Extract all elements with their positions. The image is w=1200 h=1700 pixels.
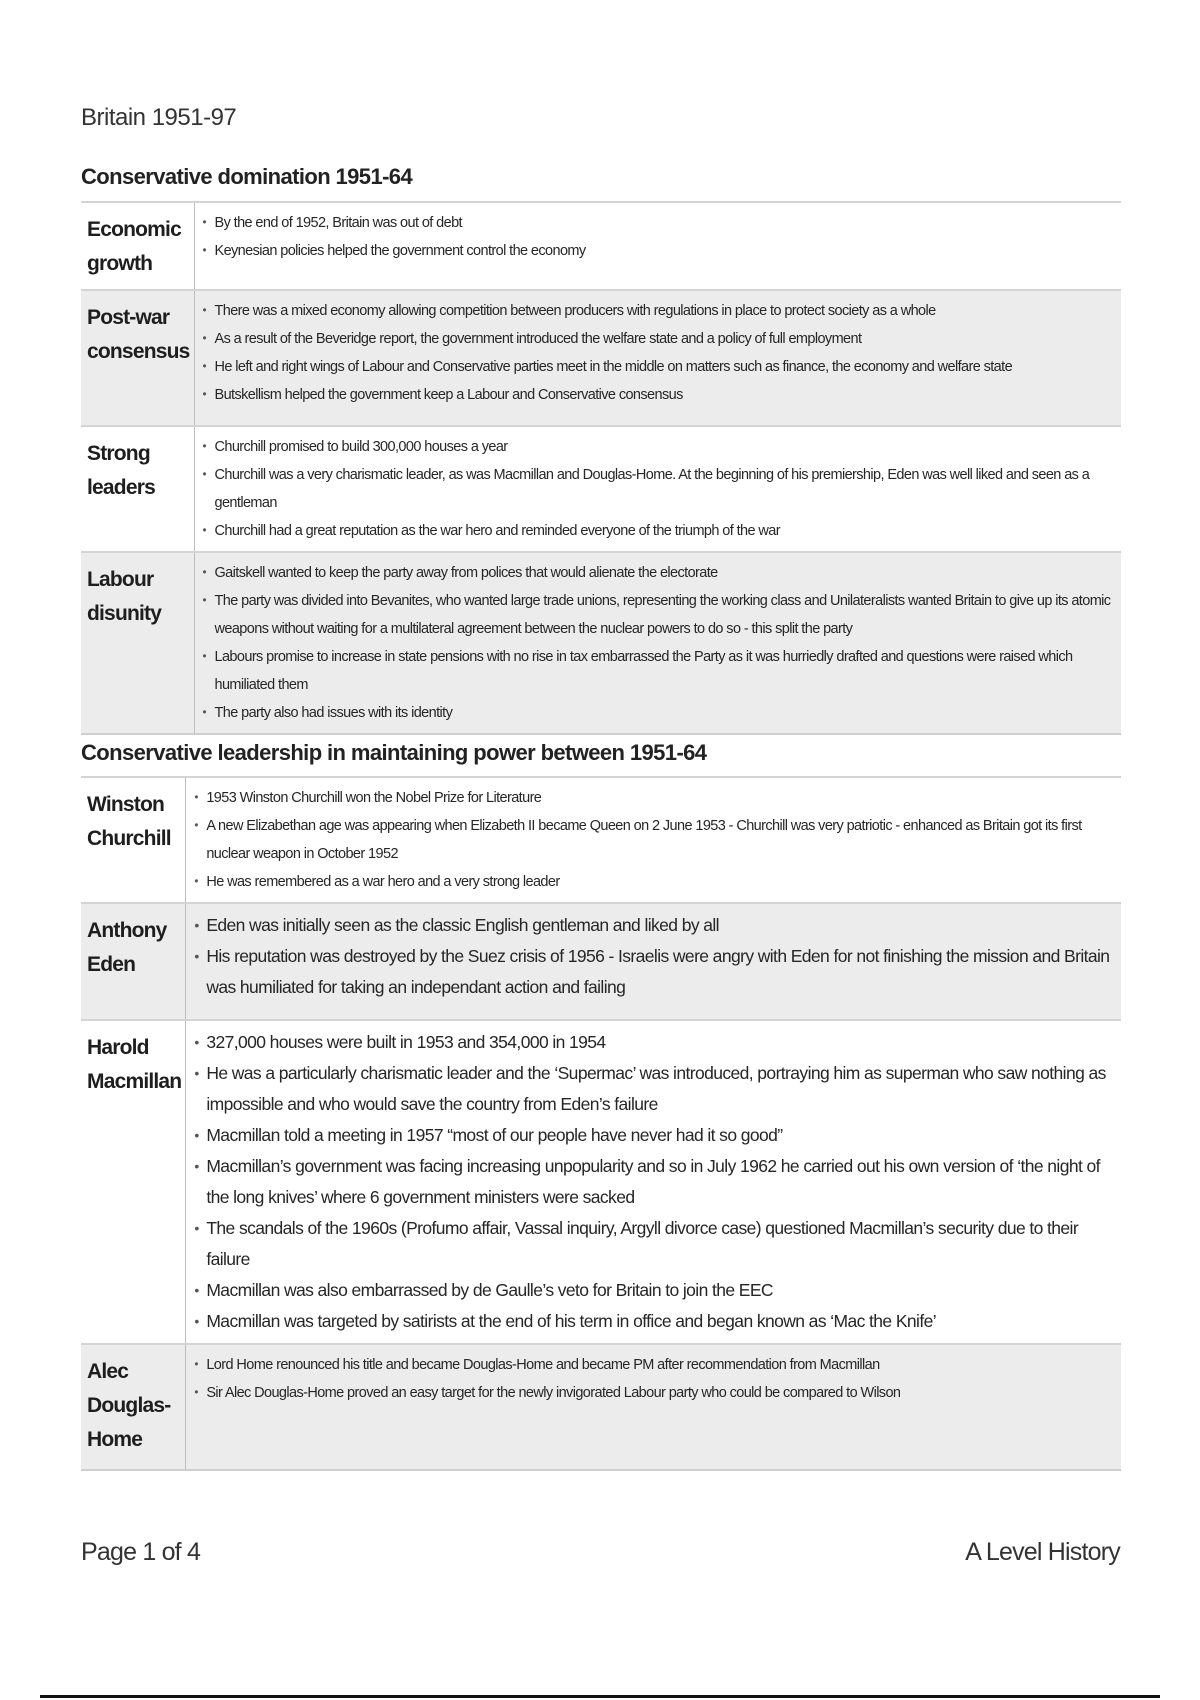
section-heading-domination: Conservative domination 1951-64 <box>81 164 413 189</box>
bullet-point: • A new Elizabethan age was appearing when Elizabeth II became Queen on 2 June 1953 - Churchill was very patriotic - enhanced as Britain got its first nuclear weapon in October 1952 <box>192 812 1113 868</box>
table-row <box>81 552 1121 734</box>
row-points <box>194 202 1121 290</box>
row-topic: Alec Douglas-Home <box>81 1344 186 1470</box>
bullet-point: • Eden was initially seen as the classic English gentleman and liked by all <box>192 910 1113 941</box>
bullet-list <box>201 297 1114 409</box>
row-points <box>194 426 1121 552</box>
row-points <box>186 903 1121 1020</box>
course-label: A Level History <box>965 1538 1120 1566</box>
table-conservative-domination <box>81 201 1121 735</box>
bullet-point: • Macmillan told a meeting in 1957 “most of our people have never had it so good” <box>192 1120 1113 1151</box>
bullet-point: • He left and right wings of Labour and Conservative parties meet in the middle on matters such as finance, the economy and welfare state <box>201 353 1114 381</box>
bullet-point: • Butskellism helped the government keep a Labour and Conservative consensus <box>201 381 1114 409</box>
table-row <box>81 1344 1121 1470</box>
bullet-point: • The party also had issues with its identity <box>201 699 1114 727</box>
bullet-point: • His reputation was destroyed by the Suez crisis of 1956 - Israelis were angry with Eden for not finishing the mission and Britain was humiliated for taking an independant action and failing <box>192 941 1113 1003</box>
row-points <box>194 290 1121 426</box>
bullet-point: • By the end of 1952, Britain was out of debt <box>201 209 1114 237</box>
row-topic: Post-war consensus <box>81 290 194 426</box>
bullet-list <box>192 1027 1113 1337</box>
row-topic: Harold Macmillan <box>81 1020 186 1344</box>
bullet-point: • Sir Alec Douglas-Home proved an easy target for the newly invigorated Labour party who could be compared to Wilson <box>192 1379 1113 1407</box>
bullet-point: • 1953 Winston Churchill won the Nobel Prize for Literature <box>192 784 1113 812</box>
row-points <box>186 1344 1121 1470</box>
row-topic: Economic growth <box>81 202 194 290</box>
row-topic: Labour disunity <box>81 552 194 734</box>
bullet-point: • Gaitskell wanted to keep the party away from polices that would alienate the electorate <box>201 559 1114 587</box>
bullet-point: • Churchill had a great reputation as the war hero and reminded everyone of the triumph of the war <box>201 517 1114 545</box>
bullet-point: • 327,000 houses were built in 1953 and 354,000 in 1954 <box>192 1027 1113 1058</box>
bullet-point: • Churchill promised to build 300,000 houses a year <box>201 433 1114 461</box>
bullet-point: • As a result of the Beveridge report, the government introduced the welfare state and a policy of full employment <box>201 325 1114 353</box>
section-heading-leadership: Conservative leadership in maintaining power between 1951-64 <box>81 740 707 765</box>
bullet-point: • Labours promise to increase in state pensions with no rise in tax embarrassed the Party as it was hurriedly drafted and questions were raised which humiliated them <box>201 643 1114 699</box>
table-row <box>81 290 1121 426</box>
row-topic: Anthony Eden <box>81 903 186 1020</box>
bullet-point: • The scandals of the 1960s (Profumo affair, Vassal inquiry, Argyll divorce case) questioned Macmillan’s security due to their failure <box>192 1213 1113 1275</box>
bullet-point: • Keynesian policies helped the government control the economy <box>201 237 1114 265</box>
bottom-divider <box>40 1695 1160 1698</box>
bullet-point: • Churchill was a very charismatic leader, as was Macmillan and Douglas-Home. At the beginning of his premiership, Eden was well liked and seen as a gentleman <box>201 461 1114 517</box>
table-row <box>81 903 1121 1020</box>
table-row <box>81 777 1121 903</box>
page-number: Page 1 of 4 <box>81 1538 201 1566</box>
bullet-list <box>192 784 1113 896</box>
bullet-point: • He was a particularly charismatic leader and the ‘Supermac’ was introduced, portraying him as superman who saw nothing as impossible and who would save the country from Eden’s failure <box>192 1058 1113 1120</box>
document-title: Britain 1951-97 <box>81 104 237 131</box>
bullet-point: • Lord Home renounced his title and became Douglas-Home and became PM after recommendation from Macmillan <box>192 1351 1113 1379</box>
table-row <box>81 202 1121 290</box>
row-topic: Strong leaders <box>81 426 194 552</box>
bullet-list <box>192 1351 1113 1407</box>
bullet-list <box>201 559 1114 727</box>
bullet-list <box>192 910 1113 1003</box>
row-topic: Winston Churchill <box>81 777 186 903</box>
bullet-point: • The party was divided into Bevanites, who wanted large trade unions, representing the working class and Unilateralists wanted Britain to give up its atomic weapons without waiting for a multilateral agreement between the nuclear powers to do so - this split the party <box>201 587 1114 643</box>
table-row <box>81 1020 1121 1344</box>
bullet-point: • He was remembered as a war hero and a very strong leader <box>192 868 1113 896</box>
bullet-point: • Macmillan was targeted by satirists at the end of his term in office and began known as ‘Mac the Knife’ <box>192 1306 1113 1337</box>
bullet-list <box>201 433 1114 545</box>
table-conservative-leadership <box>81 776 1121 1471</box>
bullet-point: • Macmillan’s government was facing increasing unpopularity and so in July 1962 he carried out his own version of ‘the night of the long knives’ where 6 government ministers were sacked <box>192 1151 1113 1213</box>
row-points <box>186 777 1121 903</box>
table-row <box>81 426 1121 552</box>
row-points <box>186 1020 1121 1344</box>
bullet-point: • There was a mixed economy allowing competition between producers with regulations in place to protect society as a whole <box>201 297 1114 325</box>
bullet-list <box>201 209 1114 265</box>
bullet-point: • Macmillan was also embarrassed by de Gaulle’s veto for Britain to join the EEC <box>192 1275 1113 1306</box>
row-points <box>194 552 1121 734</box>
